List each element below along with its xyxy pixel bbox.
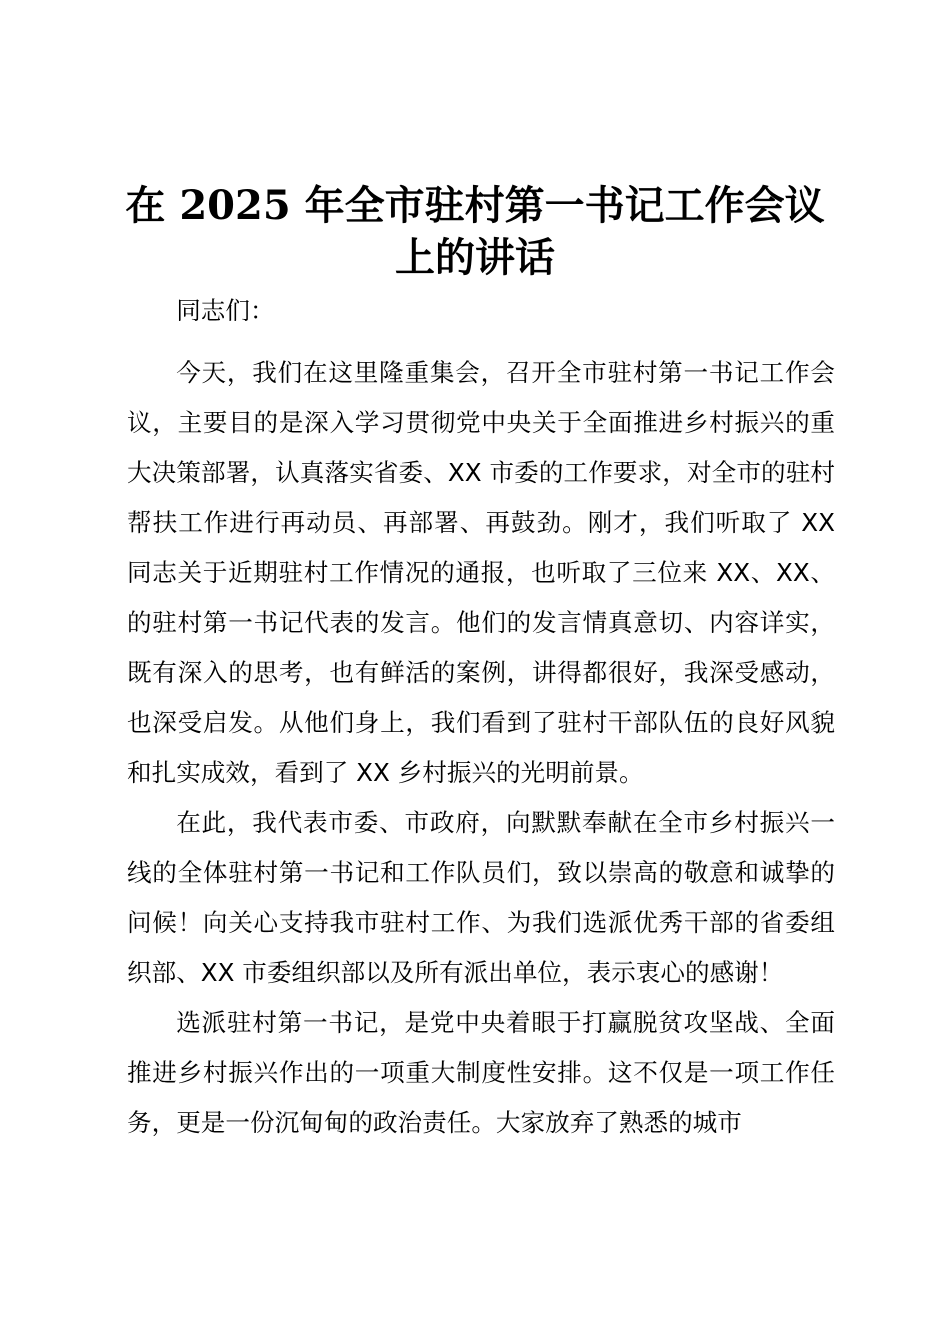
- document-body: [127, 286, 835, 1148]
- title-line-2: 上的讲话: [395, 234, 555, 281]
- paragraph-3: 选派驻村第一书记，是党中央着眼于打赢脱贫攻坚战、全面推进乡村振兴作出的一项重大制度性安排。这不仅是一项工作任务，更是一份沉甸甸的政治责任。大家放弃了熟悉的城市: [127, 1008, 835, 1137]
- title-line-1: 在 2025 年全市驻村第一书记工作会议: [125, 182, 825, 229]
- paragraph-1: 今天，我们在这里隆重集会，召开全市驻村第一书记工作会议，主要目的是深入学习贯彻党中央关于全面推进乡村振兴的重大决策部署，认真落实省委、XX 市委的工作要求，对全市的驻村帮扶工作进行再动员、再部署、再鼓劲。刚才，我们听取了 XX 同志关于近期驻村工作情况的通报，也听取了三位来 XX、XX、的驻村第一书记代表的发言。他们的发言情真意切、内容详实，既有深入的思考，也有鲜活的案例，讲得都很好，我深受感动，也深受启发。从他们身上，我们看到了驻村干部队伍的良好风貌和扎实成效，看到了 XX 乡村振兴的光明前景。: [127, 358, 835, 787]
- paragraph-2: 在此，我代表市委、市政府，向默默奉献在全市乡村振兴一线的全体驻村第一书记和工作队员们，致以崇高的敬意和诚挚的问候！向关心支持我市驻村工作、为我们选派优秀干部的省委组织部、XX 市委组织部以及所有派出单位，表示衷心的感谢！: [127, 808, 835, 987]
- document-title: [110, 180, 840, 284]
- greeting: 同志们：: [176, 296, 275, 325]
